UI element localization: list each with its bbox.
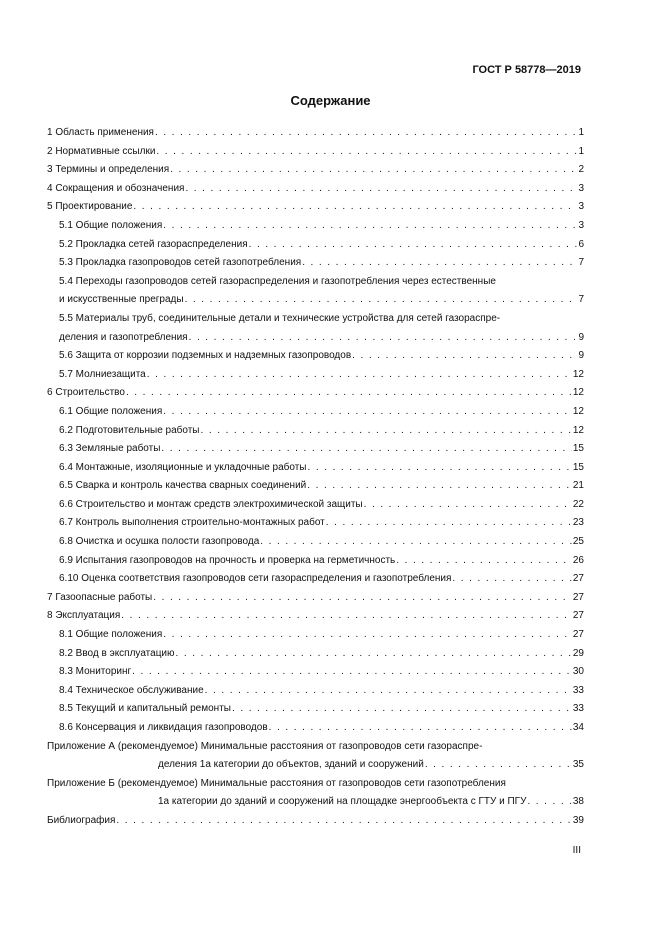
toc-entry	[47, 719, 584, 738]
leader-dots	[302, 254, 577, 273]
toc-entry-title: 4 Сокращения и обозначения	[47, 182, 185, 194]
toc-entry-title: 8.3 Мониторинг	[59, 666, 132, 678]
toc-entry-title: 8.2 Ввод в эксплуатацию	[59, 647, 175, 659]
toc-entry-title: и искусственные преграды	[59, 294, 184, 306]
toc-entry-title: деления 1а категории до объектов, зданий и сооружений	[158, 759, 424, 771]
toc-entry-title: 3 Термины и определения	[47, 164, 170, 176]
toc-entry	[47, 682, 584, 701]
toc-entry	[47, 496, 584, 515]
toc-entry-line: 5.4 Переходы газопроводов сетей газораспределения и газопотребления через естественные	[59, 275, 496, 287]
leader-dots	[185, 291, 578, 310]
toc-entry-title: 8.4 Техническое обслуживание	[59, 684, 204, 696]
toc-entry-page: 1	[578, 127, 584, 138]
toc-entry	[47, 347, 584, 366]
leader-dots	[163, 217, 577, 236]
toc-entry-title: 8.5 Текущий и капитальный ремонты	[59, 703, 231, 715]
toc-entry-title: 5 Проектирование	[47, 201, 133, 213]
toc-entry-page: 29	[572, 647, 584, 659]
leader-dots	[326, 514, 572, 533]
toc-entry-title: 2 Нормативные ссылки	[47, 145, 156, 157]
toc-entry-title: 6.7 Контроль выполнения строительно-монтажных работ	[59, 517, 325, 529]
leader-dots	[232, 700, 572, 719]
toc-entry-page: 15	[572, 443, 584, 455]
toc-entry	[47, 366, 584, 385]
toc-entry-page: 7	[578, 294, 584, 306]
toc-entry-page: 3	[578, 201, 584, 213]
toc-entry-title: 6 Строительство	[47, 387, 125, 399]
toc-entry-page: 22	[572, 498, 584, 510]
toc-entry-page: 23	[572, 517, 584, 529]
leader-dots	[163, 626, 572, 645]
toc-entry-page: 12	[572, 368, 584, 380]
leader-dots	[170, 161, 577, 180]
toc-entry-page: 12	[572, 424, 584, 436]
toc-entry	[47, 552, 584, 571]
leader-dots	[452, 570, 571, 589]
toc-entry-title: 8 Эксплуатация	[47, 610, 121, 622]
toc-entry-page: 25	[572, 536, 584, 548]
toc-entry	[47, 236, 584, 255]
leader-dots	[260, 533, 572, 552]
toc-entry	[47, 477, 584, 496]
toc-entry-line: Приложение А (рекомендуемое) Минимальные расстояния от газопроводов сети газораспре-	[47, 740, 483, 752]
toc-entry	[47, 217, 584, 236]
toc-entry-title: 5.1 Общие положения	[59, 219, 163, 231]
toc-entry-title: 6.5 Сварка и контроль качества сварных соединений	[59, 480, 307, 492]
toc-entry-title: 5.2 Прокладка сетей газораспределения	[59, 238, 248, 250]
toc-entry	[47, 384, 584, 403]
toc-entry	[47, 291, 584, 310]
toc-entry-page: 30	[572, 666, 584, 678]
toc-entry	[47, 422, 584, 441]
toc-entry-title: 6.9 Испытания газопроводов на прочность и проверка на герметичность	[59, 554, 396, 566]
toc-entry-title: 5.6 Защита от коррозии подземных и надземных газопроводов	[59, 350, 352, 362]
leader-dots	[201, 422, 572, 441]
toc-entry-title: 6.1 Общие положения	[59, 405, 163, 417]
leader-dots	[176, 645, 572, 664]
toc-entry	[47, 198, 584, 217]
toc-entry-title: 5.3 Прокладка газопроводов сетей газопотребления	[59, 257, 302, 269]
toc-entry-page: 12	[572, 405, 584, 417]
leader-dots	[121, 607, 572, 626]
toc-entry-page: 3	[578, 219, 584, 231]
toc-entry-page: 38	[572, 796, 584, 808]
toc-entry-title: 7 Газоопасные работы	[47, 591, 153, 603]
leader-dots	[126, 384, 572, 403]
toc-entry-page: 27	[572, 629, 584, 641]
toc-entry	[47, 589, 584, 608]
leader-dots	[205, 682, 572, 701]
toc-entry-page: 33	[572, 703, 584, 715]
leader-dots	[161, 440, 571, 459]
leader-dots	[396, 552, 572, 571]
toc-entry-title: 6.8 Очистка и осушка полости газопровода	[59, 536, 260, 548]
toc-entry	[47, 626, 584, 645]
leader-dots	[153, 589, 572, 608]
leader-dots	[364, 496, 572, 515]
toc-entry-page: 3	[578, 182, 584, 194]
toc-entry-page: 1	[578, 145, 584, 157]
toc-entry	[47, 607, 584, 626]
leader-dots	[425, 756, 572, 775]
leader-dots	[156, 143, 577, 162]
toc-entry-page: 21	[572, 480, 584, 492]
toc-entry-page: 27	[572, 610, 584, 622]
toc-entry-title: 6.3 Земляные работы	[59, 443, 161, 455]
toc-entry	[47, 329, 584, 348]
toc-entry-page: 27	[572, 573, 584, 585]
toc-entry-page: 9	[578, 350, 584, 362]
toc-entry	[47, 793, 584, 812]
toc-entry-page: 15	[572, 461, 584, 473]
toc-entry	[47, 663, 584, 682]
toc-entry-title: 6.6 Строительство и монтаж средств электрохимической защиты	[59, 498, 363, 510]
leader-dots	[308, 459, 572, 478]
toc-entry-title: 1 Область применения	[47, 127, 154, 138]
toc-entry	[47, 533, 584, 552]
leader-dots	[147, 366, 572, 385]
toc-entry	[47, 161, 584, 180]
toc-entry	[47, 143, 584, 162]
toc-entry-page: 34	[572, 722, 584, 733]
toc-entry	[47, 124, 584, 143]
toc-entry	[47, 180, 584, 199]
toc-entry	[47, 403, 584, 422]
leader-dots	[249, 236, 578, 255]
toc-entry-title: Библиография	[47, 814, 116, 826]
leader-dots	[307, 477, 572, 496]
toc-entry-title: 8.1 Общие положения	[59, 629, 163, 641]
toc-entry-title: 5.7 Молниезащита	[59, 368, 146, 380]
leader-dots	[132, 663, 572, 682]
toc-entry	[47, 756, 584, 775]
table-of-contents	[47, 124, 584, 831]
toc-entry	[47, 514, 584, 533]
toc-entry	[47, 570, 584, 589]
leader-dots	[527, 793, 571, 812]
toc-entry-title: 6.4 Монтажные, изоляционные и укладочные работы	[59, 461, 307, 473]
leader-dots	[116, 812, 571, 831]
toc-entry-line: Приложение Б (рекомендуемое) Минимальные расстояния от газопроводов сети газопотребления	[47, 777, 506, 789]
leader-dots	[185, 180, 577, 199]
toc-entry	[47, 440, 584, 459]
toc-entry-title: 1а категории до зданий и сооружений на площадке энергообъекта с ГТУ и ПГУ	[158, 796, 527, 808]
leader-dots	[133, 198, 577, 217]
toc-entry-page: 12	[572, 387, 584, 399]
leader-dots	[269, 719, 572, 738]
toc-entry-page: 35	[572, 759, 584, 771]
toc-entry-page: 39	[572, 814, 584, 826]
toc-entry	[47, 812, 584, 831]
toc-entry-page: 27	[572, 591, 584, 603]
page-number: III	[572, 845, 581, 856]
leader-dots	[189, 329, 578, 348]
toc-entry-line: 5.5 Материалы труб, соединительные детали и технические устройства для сетей газораспре-	[59, 312, 501, 324]
toc-entry	[47, 700, 584, 719]
toc-entry-title: 6.2 Подготовительные работы	[59, 424, 200, 436]
toc-entry-page: 2	[578, 164, 584, 176]
page-title: Содержание	[290, 93, 371, 108]
toc-entry-title: деления и газопотребления	[59, 331, 188, 343]
toc-entry-title: 6.10 Оценка соответствия газопроводов сети газораспределения и газопотребления	[59, 573, 452, 585]
toc-entry	[47, 645, 584, 664]
leader-dots	[163, 403, 572, 422]
toc-entry-page: 7	[578, 257, 584, 269]
leader-dots	[352, 347, 577, 366]
toc-entry-page: 33	[572, 684, 584, 696]
toc-entry	[47, 254, 584, 273]
toc-entry-title: 8.6 Консервация и ликвидация газопроводов	[59, 722, 268, 733]
leader-dots	[155, 124, 577, 143]
toc-entry	[47, 459, 584, 478]
toc-entry-page: 6	[578, 238, 584, 250]
document-standard-number: ГОСТ Р 58778—2019	[472, 64, 581, 76]
toc-entry-page: 26	[572, 554, 584, 566]
toc-entry-page: 9	[578, 331, 584, 343]
